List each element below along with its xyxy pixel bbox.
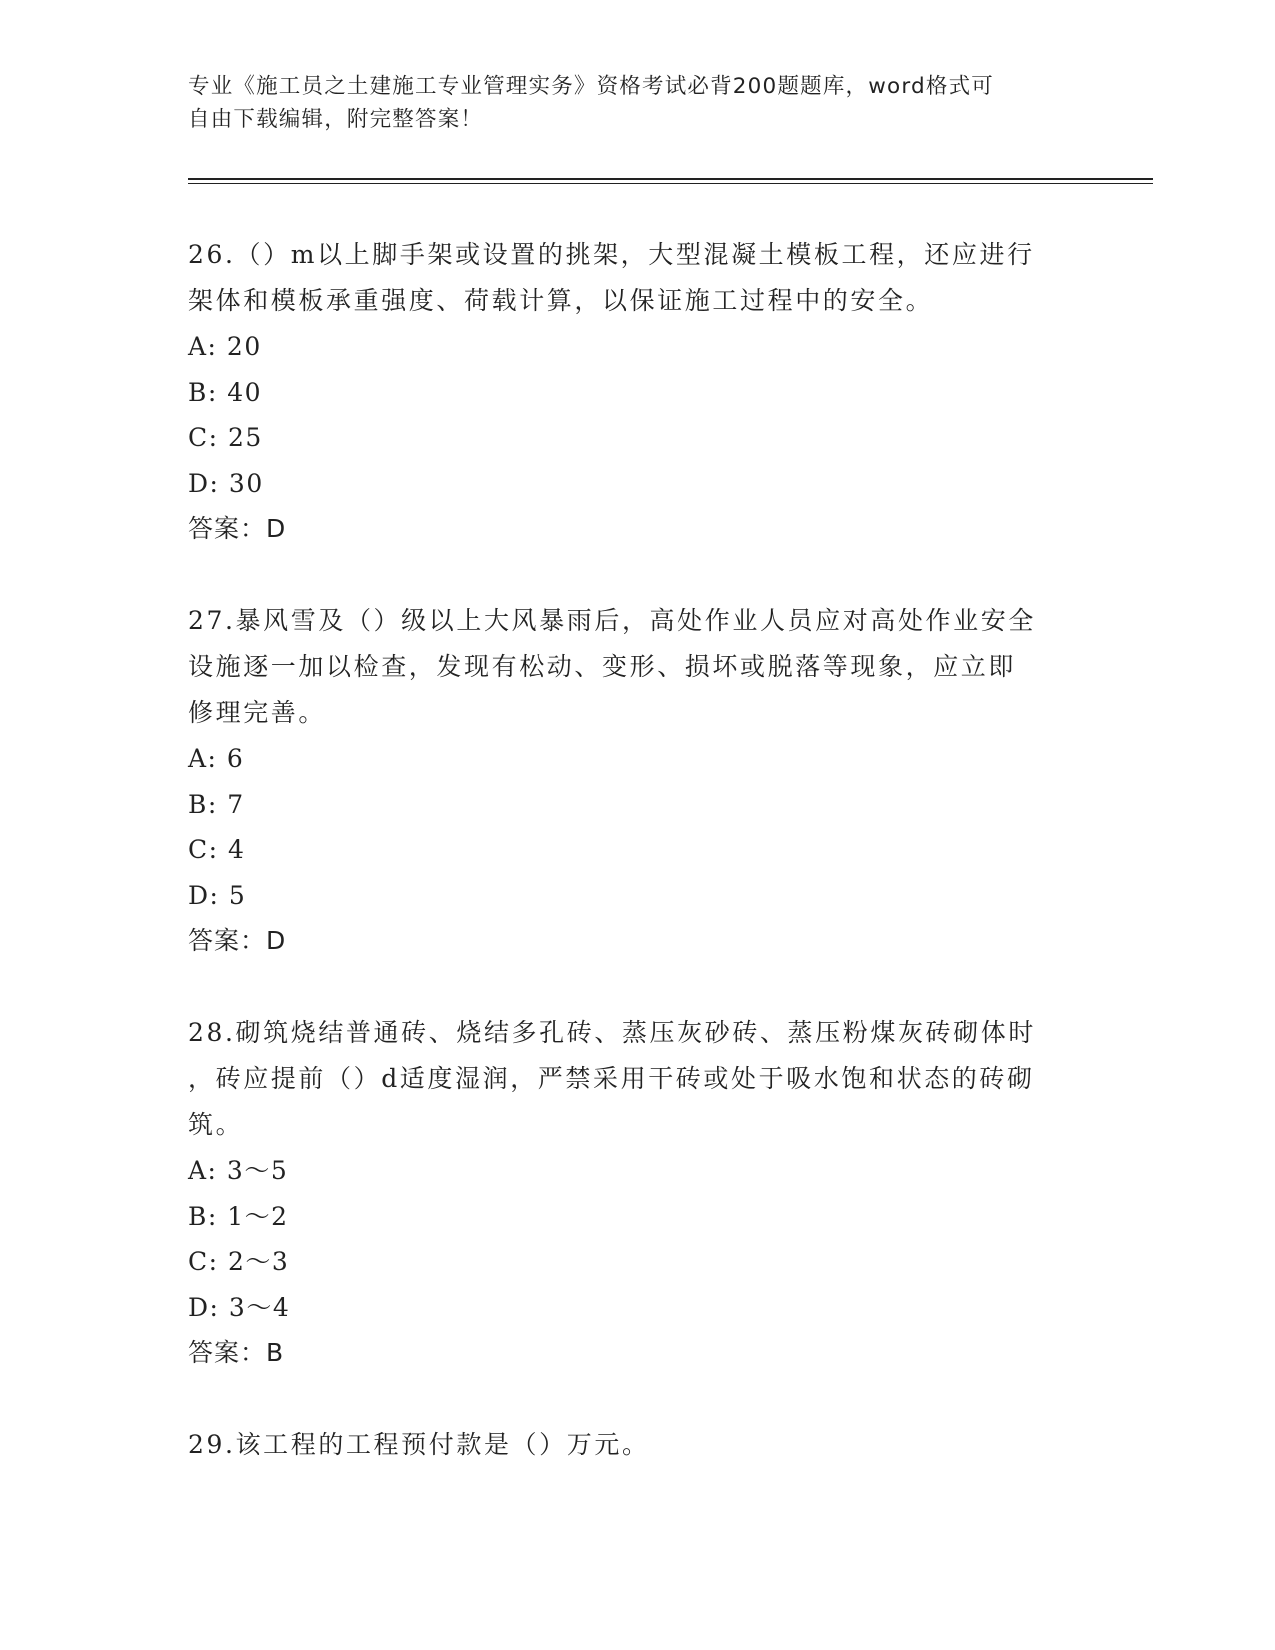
question-29 xyxy=(188,1422,1088,1468)
header-line: 专业《施工员之土建施工专业管理实务》资格考试必背200题题库，word格式可 xyxy=(188,74,994,99)
answer: 答案：D xyxy=(188,926,287,955)
option-d: D: 3～4 xyxy=(188,1292,291,1322)
header-divider xyxy=(188,178,1153,180)
question-line: 28.砌筑烧结普通砖、烧结多孔砖、蒸压灰砂砖、蒸压粉煤灰砖砌体时 xyxy=(188,1018,1036,1047)
option-d: D: 5 xyxy=(188,880,247,910)
question-line: 设施逐一加以检查，发现有松动、变形、损坏或脱落等现象，应立即 xyxy=(188,652,1017,681)
question-line: ，砖应提前（）d适度湿润，严禁采用干砖或处于吸水饱和状态的砖砌 xyxy=(188,1064,1035,1093)
question-line: 27.暴风雪及（）级以上大风暴雨后，高处作业人员应对高处作业安全 xyxy=(188,606,1036,635)
answer: 答案：D xyxy=(188,514,287,543)
option-a: A: 6 xyxy=(188,744,245,773)
option-d: D: 30 xyxy=(188,468,264,498)
question-28 xyxy=(188,1010,1088,1376)
question-26 xyxy=(188,232,1088,552)
option-b: B: 1～2 xyxy=(188,1201,289,1231)
question-line: 26.（）m以上脚手架或设置的挑架，大型混凝土模板工程，还应进行 xyxy=(188,240,1035,269)
question-list xyxy=(188,232,1088,1514)
question-line: 架体和模板承重强度、荷载计算，以保证施工过程中的安全。 xyxy=(188,286,934,315)
option-c: C: 4 xyxy=(188,835,246,864)
document-header xyxy=(188,70,1068,136)
option-b: B: 40 xyxy=(188,377,263,407)
header-divider-thin xyxy=(188,183,1153,184)
option-a: A: 3～5 xyxy=(188,1156,289,1185)
option-b: B: 7 xyxy=(188,789,245,819)
question-line: 筑。 xyxy=(188,1110,244,1139)
option-c: C: 2～3 xyxy=(188,1247,290,1276)
answer: 答案：B xyxy=(188,1338,285,1367)
option-a: A: 20 xyxy=(188,332,262,361)
question-27 xyxy=(188,598,1088,964)
question-line: 修理完善。 xyxy=(188,698,327,727)
header-line: 自由下载编辑，附完整答案！ xyxy=(188,107,484,132)
option-c: C: 25 xyxy=(188,423,263,452)
question-line: 29.该工程的工程预付款是（）万元。 xyxy=(188,1430,650,1459)
